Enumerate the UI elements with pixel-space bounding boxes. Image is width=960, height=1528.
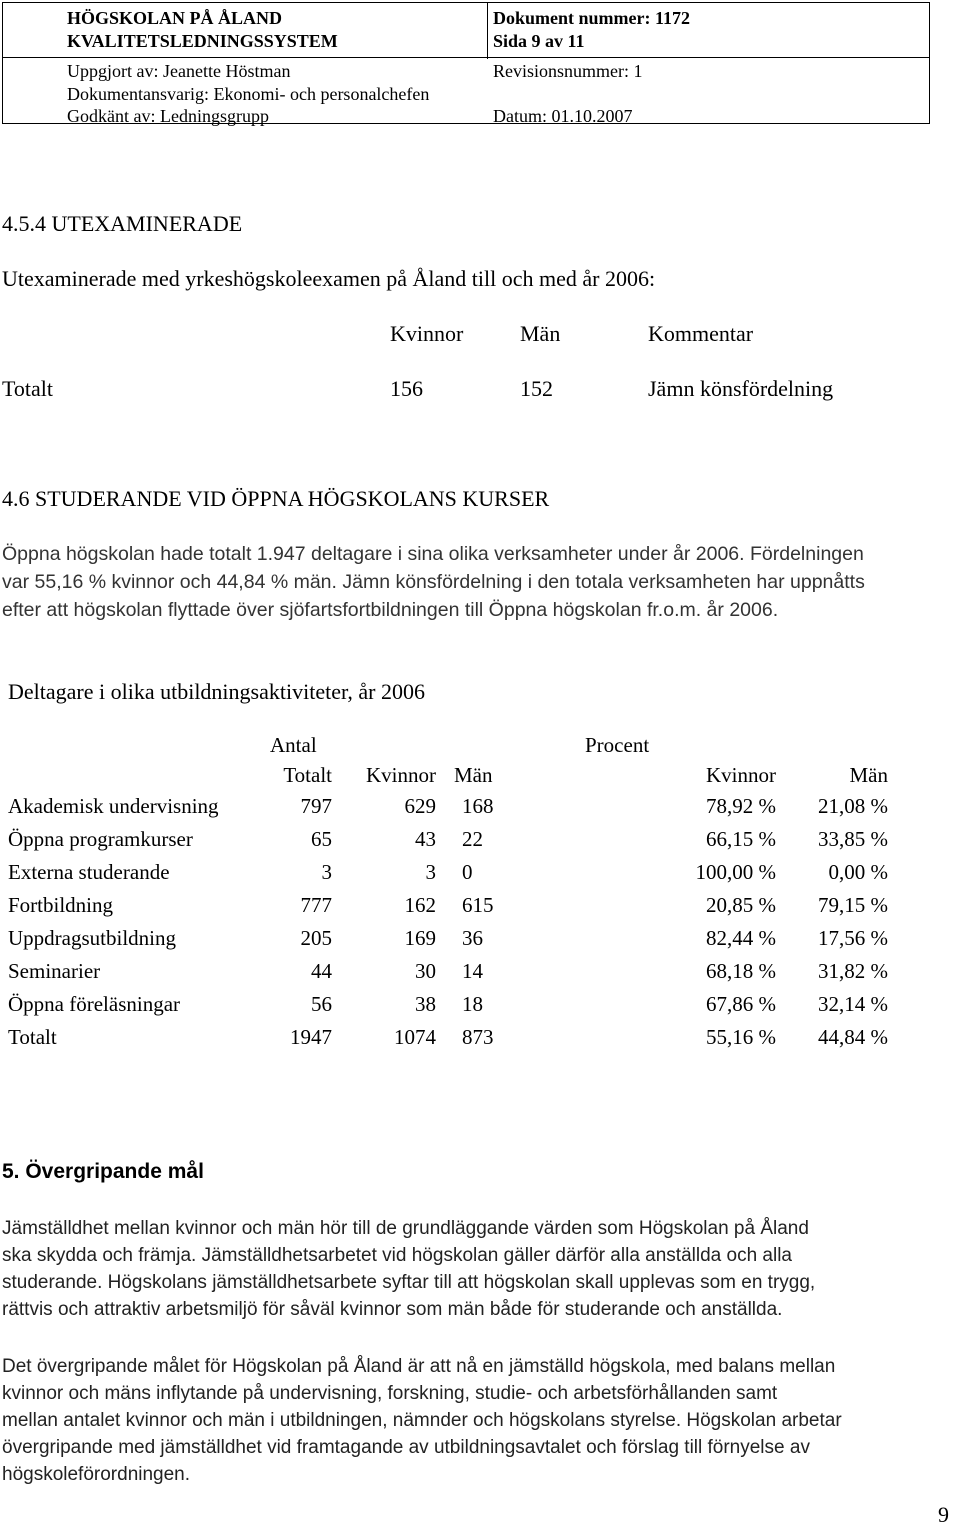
header-revision: Revisionsnummer: 1 bbox=[493, 61, 643, 81]
cell-pct-kvinnor: 20,85 % bbox=[706, 893, 776, 917]
cell-totalt: 3 bbox=[321, 860, 332, 884]
header-system: KVALITETSLEDNINGSSYSTEM bbox=[67, 31, 338, 51]
cell-pct-kvinnor: 78,92 % bbox=[706, 794, 776, 818]
cell-man: 615 bbox=[462, 893, 494, 917]
paragraph-line: kvinnor och mäns inflytande på undervisning, forskning, studie- och arbetsförhållanden samt bbox=[2, 1383, 778, 1404]
paragraph-line: Det övergripande målet för Högskolan på Åland är att nå en jämställd högskola, med balans mellan bbox=[2, 1356, 836, 1377]
cell-man: 36 bbox=[462, 926, 483, 950]
row-label: Seminarier bbox=[8, 959, 101, 983]
graduates-men: 152 bbox=[520, 376, 553, 401]
header-doc-number: Dokument nummer: 1172 bbox=[493, 8, 690, 28]
cell-totalt: 797 bbox=[300, 794, 332, 818]
cell-pct-man: 17,56 % bbox=[818, 926, 888, 950]
graduates-women: 156 bbox=[390, 376, 423, 401]
header-approved-by: Godkänt av: Ledningsgrupp bbox=[67, 106, 269, 126]
cell-man: 22 bbox=[462, 827, 483, 851]
cell-man: 14 bbox=[462, 959, 483, 983]
section-46-line2: var 55,16 % kvinnor och 44,84 % män. Jämn könsfördelning i den totala verksamheten har uppnåtts bbox=[2, 571, 865, 593]
cell-kvinnor: 3 bbox=[425, 860, 436, 884]
cell-totalt: 777 bbox=[300, 893, 332, 917]
paragraph-line: övergripande med jämställdhet vid framtagande av utbildningsavtalet och förslag till förnyelse av bbox=[2, 1437, 810, 1458]
cell-kvinnor: 1074 bbox=[394, 1025, 436, 1049]
cell-pct-man: 21,08 % bbox=[818, 794, 888, 818]
paragraph-line: studerande. Högskolans jämställdhetsarbete syftar till att högskolan skall upplevas som en trygg, bbox=[2, 1272, 816, 1293]
row-label: Uppdragsutbildning bbox=[8, 926, 176, 950]
row-label: Fortbildning bbox=[8, 893, 114, 917]
cell-kvinnor: 162 bbox=[404, 893, 436, 917]
cell-pct-man: 44,84 % bbox=[818, 1025, 888, 1049]
row-label: Öppna programkurser bbox=[8, 827, 193, 851]
cell-pct-man: 33,85 % bbox=[818, 827, 888, 851]
paragraph-line: högskoleförordningen. bbox=[2, 1464, 191, 1485]
cell-pct-kvinnor: 100,00 % bbox=[695, 860, 776, 884]
th-kvinnor: Kvinnor bbox=[366, 763, 436, 787]
header-divider bbox=[487, 3, 488, 59]
header-org: HÖGSKOLAN PÅ ÅLAND bbox=[67, 8, 283, 28]
col-men: Män bbox=[520, 321, 561, 346]
col-comment: Kommentar bbox=[648, 321, 754, 346]
cell-totalt: 56 bbox=[311, 992, 332, 1016]
cell-pct-kvinnor: 55,16 % bbox=[706, 1025, 776, 1049]
header-rule bbox=[3, 57, 929, 58]
cell-pct-kvinnor: 67,86 % bbox=[706, 992, 776, 1016]
section-5-paragraph-1 bbox=[2, 1215, 815, 1323]
cell-totalt: 205 bbox=[300, 926, 332, 950]
cell-man: 18 bbox=[462, 992, 483, 1016]
header-prepared-by: Uppgjort av: Jeanette Höstman bbox=[67, 61, 291, 81]
section-46-line1: Öppna högskolan hade totalt 1.947 deltagare i sina olika verksamheter under år 2006. Fördelningen bbox=[2, 543, 864, 565]
th-pct-kvinnor: Kvinnor bbox=[706, 763, 776, 787]
group-antal: Antal bbox=[270, 733, 317, 757]
section-454-intro: Utexaminerade med yrkeshögskoleexamen på Åland till och med år 2006: bbox=[2, 266, 656, 291]
section-454-heading: 4.5.4 UTEXAMINERADE bbox=[2, 211, 243, 236]
group-procent: Procent bbox=[585, 733, 650, 757]
cell-pct-kvinnor: 66,15 % bbox=[706, 827, 776, 851]
cell-kvinnor: 30 bbox=[415, 959, 436, 983]
row-label: Akademisk undervisning bbox=[8, 794, 219, 818]
paragraph-line: Jämställdhet mellan kvinnor och män hör till de grundläggande värden som Högskolan på Åland bbox=[2, 1218, 809, 1239]
th-pct-man: Män bbox=[849, 763, 888, 787]
page-number: 9 bbox=[938, 1502, 949, 1527]
table-title: Deltagare i olika utbildningsaktiviteter, år 2006 bbox=[8, 679, 426, 704]
section-46-line3: efter att högskolan flyttade över sjöfartsfortbildningen till Öppna högskolan fr.o.m. år 2006. bbox=[2, 599, 779, 621]
graduates-comment: Jämn könsfördelning bbox=[648, 376, 834, 401]
cell-man: 168 bbox=[462, 794, 494, 818]
paragraph-line: ska skydda och främja. Jämställdhetsarbetet vid högskolan gäller därför alla anställda och alla bbox=[2, 1245, 792, 1266]
row-label: Öppna föreläsningar bbox=[8, 992, 181, 1016]
cell-kvinnor: 38 bbox=[415, 992, 436, 1016]
th-man: Män bbox=[454, 763, 493, 787]
header-responsible: Dokumentansvarig: Ekonomi- och personalchefen bbox=[67, 84, 430, 104]
section-5-heading: 5. Övergripande mål bbox=[2, 1160, 204, 1183]
graduates-row-label: Totalt bbox=[2, 376, 54, 401]
col-women: Kvinnor bbox=[390, 321, 464, 346]
paragraph-line: mellan antalet kvinnor och män i utbildningen, nämnder och högskolans styrelse. Högskolan arbetar bbox=[2, 1410, 842, 1431]
paragraph-line: rättvis och attraktiv arbetsmiljö för såväl kvinnor som män både för studerande och anställda. bbox=[2, 1299, 783, 1320]
cell-pct-kvinnor: 68,18 % bbox=[706, 959, 776, 983]
cell-totalt: 44 bbox=[311, 959, 332, 983]
cell-man: 873 bbox=[462, 1025, 494, 1049]
cell-pct-kvinnor: 82,44 % bbox=[706, 926, 776, 950]
cell-pct-man: 0,00 % bbox=[828, 860, 888, 884]
cell-pct-man: 79,15 % bbox=[818, 893, 888, 917]
row-label: Totalt bbox=[8, 1025, 57, 1049]
section-46-heading: 4.6 STUDERANDE VID ÖPPNA HÖGSKOLANS KURSER bbox=[2, 486, 550, 511]
cell-totalt: 65 bbox=[311, 827, 332, 851]
cell-pct-man: 31,82 % bbox=[818, 959, 888, 983]
cell-kvinnor: 169 bbox=[404, 926, 436, 950]
header-date: Datum: 01.10.2007 bbox=[493, 106, 633, 126]
cell-totalt: 1947 bbox=[290, 1025, 332, 1049]
cell-pct-man: 32,14 % bbox=[818, 992, 888, 1016]
th-totalt: Totalt bbox=[283, 763, 332, 787]
cell-kvinnor: 629 bbox=[404, 794, 436, 818]
section-5-paragraph-2 bbox=[2, 1353, 842, 1488]
row-label: Externa studerande bbox=[8, 860, 170, 884]
cell-man: 0 bbox=[462, 860, 473, 884]
header-page: Sida 9 av 11 bbox=[493, 31, 585, 51]
cell-kvinnor: 43 bbox=[415, 827, 436, 851]
document-header bbox=[2, 2, 930, 124]
